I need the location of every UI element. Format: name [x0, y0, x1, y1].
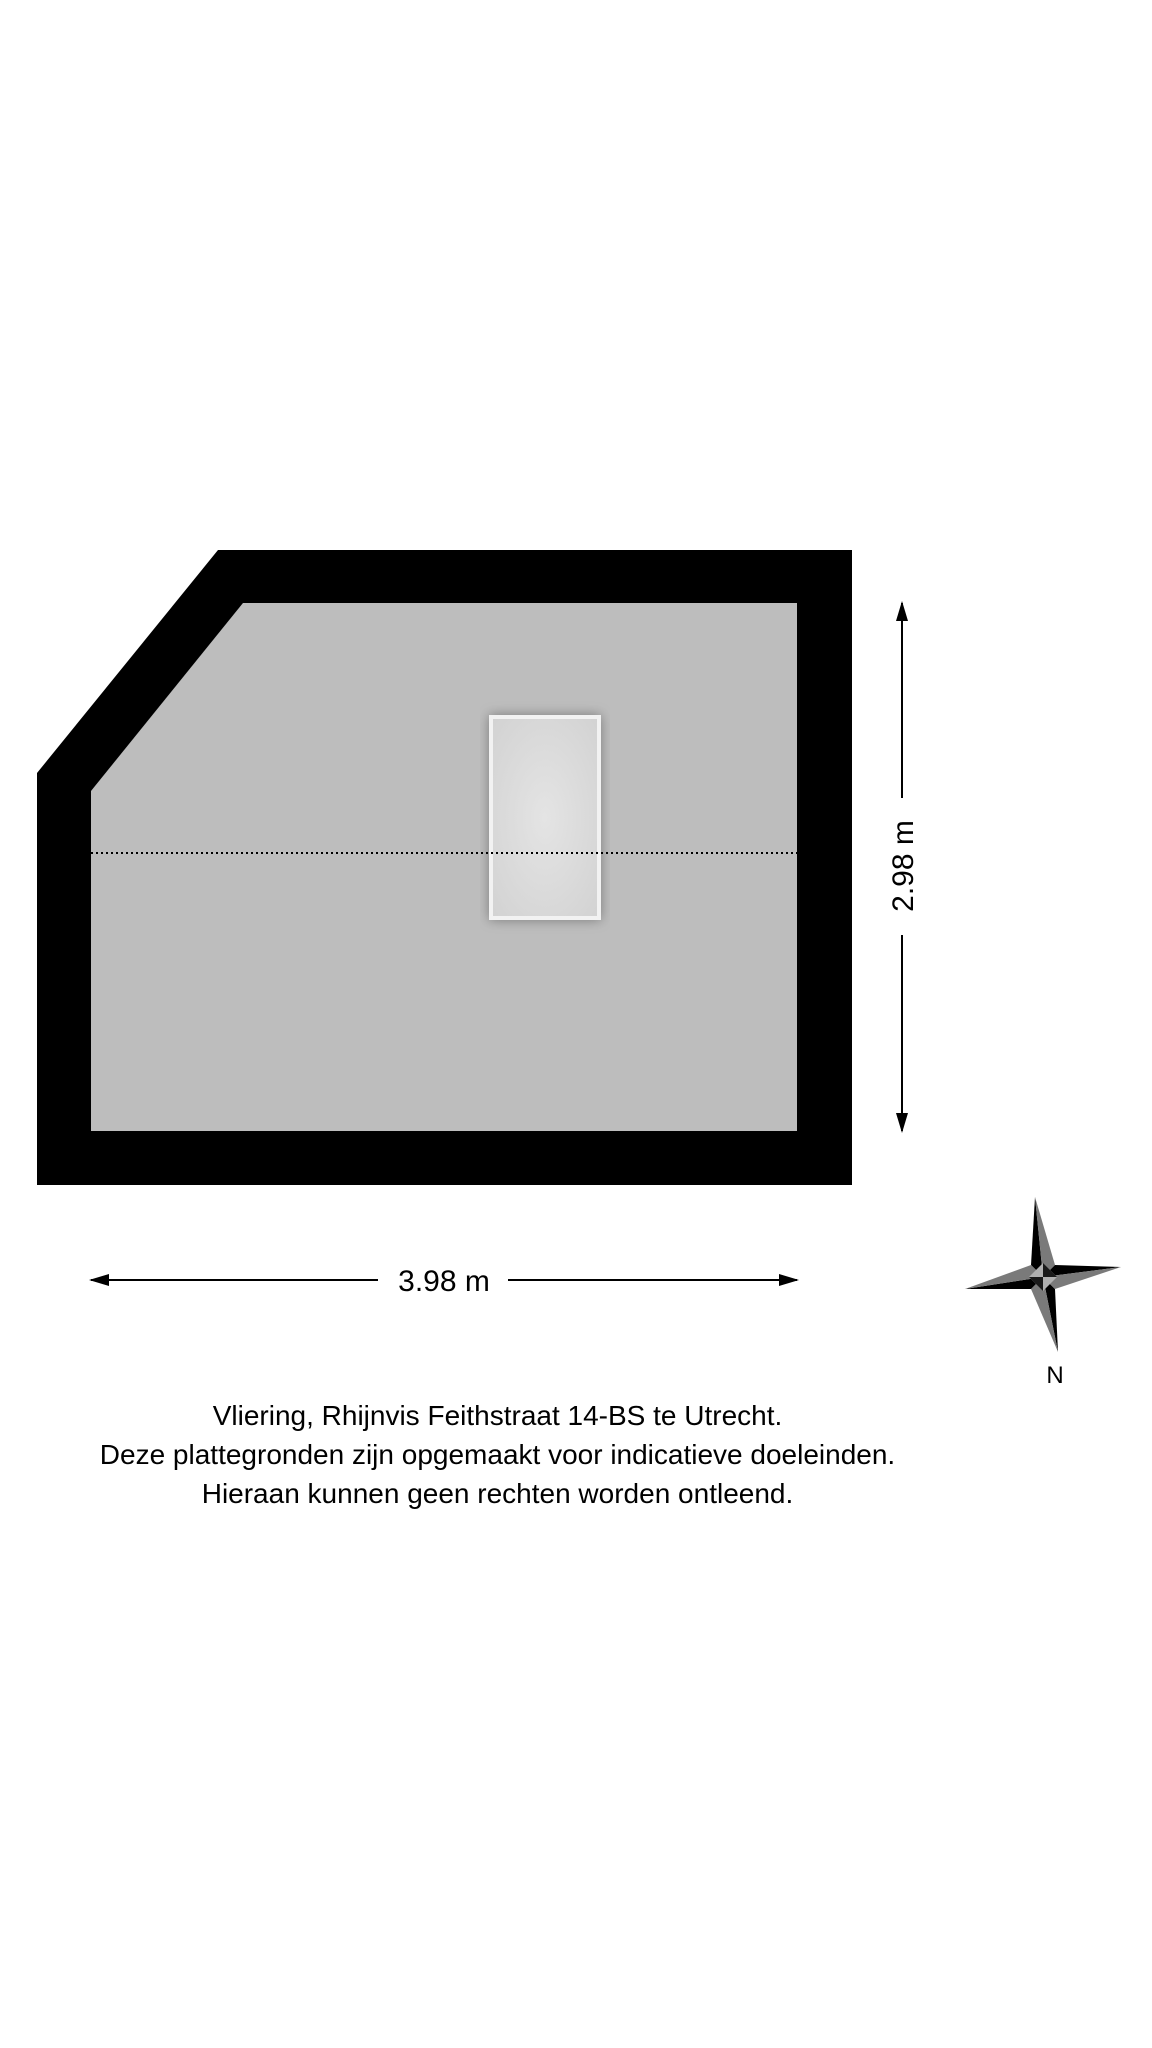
skylight [491, 717, 599, 918]
compass-north-label: N [1046, 1362, 1064, 1389]
depth-label: 2.98 m [887, 820, 920, 912]
plan-caption [0, 1396, 995, 1513]
width-label: 3.98 m [398, 1265, 490, 1298]
room-floor [91, 603, 797, 1131]
caption-line-rights: Hieraan kunnen geen rechten worden ontleend. [201, 1478, 794, 1509]
compass-rose-icon [965, 1197, 1121, 1352]
caption-line-disclaimer: Deze plattegronden zijn opgemaakt voor indicatieve doeleinden. [99, 1439, 896, 1470]
caption-line-address: Vliering, Rhijnvis Feithstraat 14-BS te Utrecht. [212, 1400, 783, 1431]
